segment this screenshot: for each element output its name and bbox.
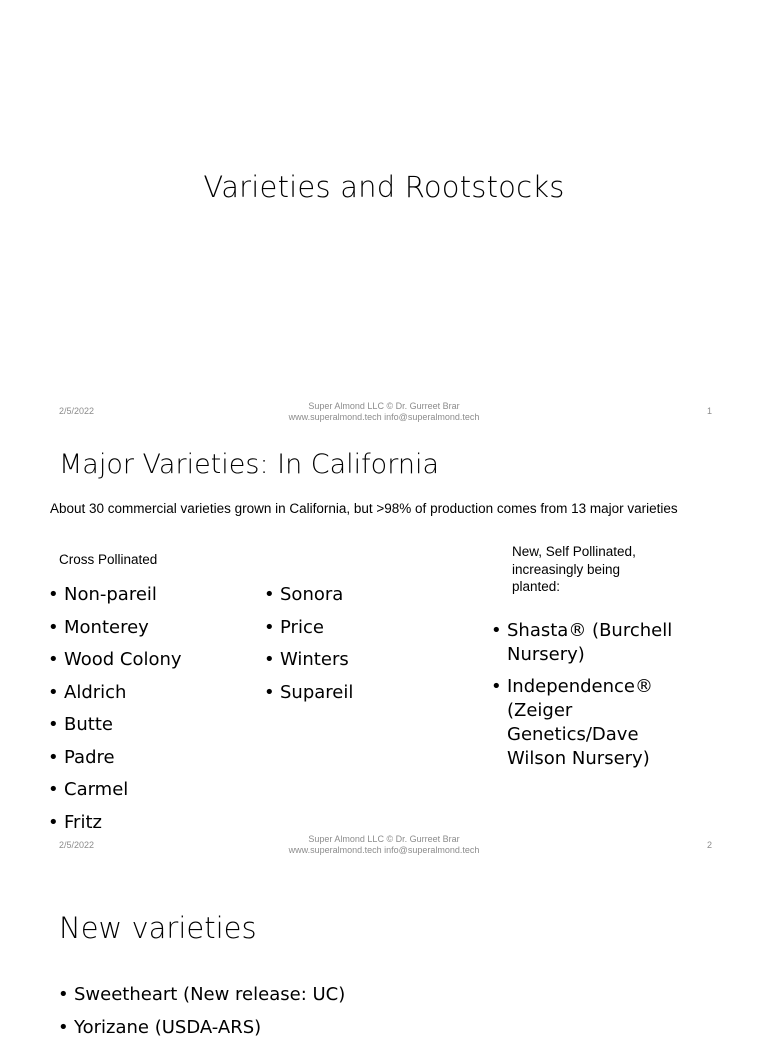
footer-date: 2/5/2022 xyxy=(59,406,94,416)
list-item: • Sonora xyxy=(264,579,353,612)
list-item: • Price xyxy=(264,612,353,645)
page-number: 1 xyxy=(700,406,712,416)
list-item: • Non-pareil xyxy=(48,579,182,612)
list-item: • Carmel xyxy=(48,774,182,807)
self-pollinated-label: New, Self Pollinated, increasingly being planted: xyxy=(512,543,662,596)
slide-title: Varieties and Rootstocks xyxy=(0,170,768,204)
footer-credit-line: Super Almond LLC © Dr. Gurreet Brar xyxy=(234,401,534,412)
list-item: • Butte xyxy=(48,709,182,742)
list-item: • Winters xyxy=(264,644,353,677)
footer-credits xyxy=(234,834,534,856)
footer-contact-line: www.superalmond.tech info@superalmond.tech xyxy=(234,845,534,856)
cross-pollinated-label: Cross Pollinated xyxy=(59,551,157,569)
intro-text: About 30 commercial varieties grown in California, but >98% of production comes from 13 major varieties xyxy=(50,501,678,516)
page-number: 2 xyxy=(700,840,712,850)
list-item: • Wood Colony xyxy=(48,644,182,677)
slide-3 xyxy=(0,866,768,1024)
self-pollinated-list xyxy=(491,619,681,779)
slide-2 xyxy=(0,433,768,866)
cross-pollinated-list-2 xyxy=(264,579,353,709)
footer-contact-line: www.superalmond.tech info@superalmond.tech xyxy=(234,412,534,423)
footer-credit-line: Super Almond LLC © Dr. Gurreet Brar xyxy=(234,834,534,845)
list-item: • Fritz xyxy=(48,807,182,840)
cross-pollinated-list-1 xyxy=(48,579,182,839)
list-item: • Aldrich xyxy=(48,677,182,710)
slide-1 xyxy=(0,0,768,433)
list-item: • Supareil xyxy=(264,677,353,710)
new-varieties-list xyxy=(58,979,345,1044)
list-item: • Shasta® (Burchell Nursery) xyxy=(491,619,681,667)
list-item: • Independence® (Zeiger Genetics/Dave Wilson Nursery) xyxy=(491,675,681,771)
footer-date: 2/5/2022 xyxy=(59,840,94,850)
list-item: • Sweetheart (New release: UC) xyxy=(58,979,345,1012)
list-item: • Padre xyxy=(48,742,182,775)
slide-title: Major Varieties: In California xyxy=(59,449,439,480)
footer-credits xyxy=(234,401,534,423)
list-item: • Yorizane (USDA-ARS) xyxy=(58,1012,345,1044)
list-item: • Monterey xyxy=(48,612,182,645)
slide-title: New varieties xyxy=(59,911,257,945)
